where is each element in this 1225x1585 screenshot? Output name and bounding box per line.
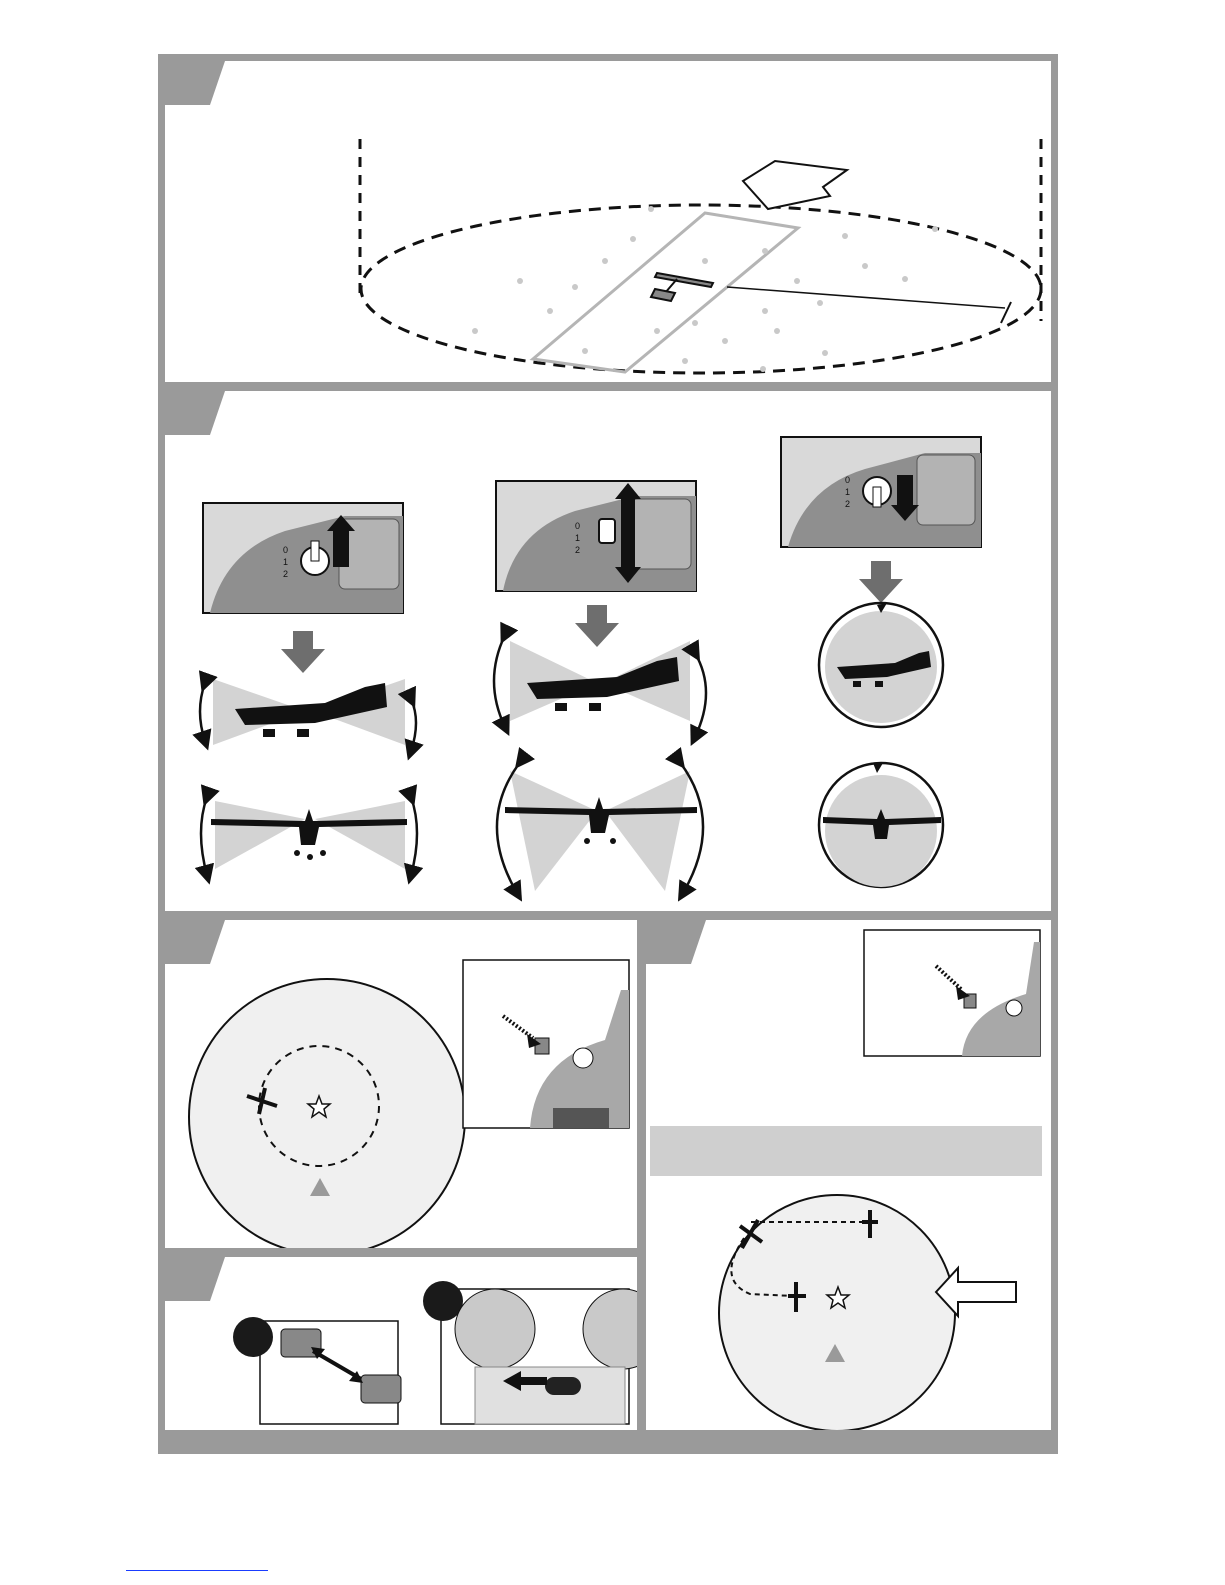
down-arrow-icon <box>281 631 325 673</box>
transmitter-icon <box>864 930 1040 1056</box>
notice-bar <box>650 1126 1042 1176</box>
flying-field-illustration <box>165 61 1051 382</box>
airplane-side-icon <box>200 679 416 751</box>
panel-return-home <box>646 920 1051 1430</box>
mode-label: 2 <box>575 545 581 555</box>
wind-arrow-icon <box>743 161 847 209</box>
airplane-icon <box>651 273 713 301</box>
airplane-side-icon <box>819 603 943 727</box>
airplane-front-icon <box>497 761 703 893</box>
panic-button-icon <box>535 1038 549 1054</box>
airplane-side-icon <box>494 635 706 737</box>
footer-link[interactable] <box>126 1570 268 1571</box>
grass-icon <box>472 206 938 372</box>
return-home-illustration <box>646 920 1051 1430</box>
panel-bind-plug <box>165 1257 637 1430</box>
airplane-front-icon <box>201 797 417 875</box>
mode-label: 1 <box>845 487 851 497</box>
mode-label: 2 <box>845 499 851 509</box>
mode-label: 1 <box>575 533 581 543</box>
flight-area-ellipse <box>361 205 1041 373</box>
mode-switch-icon <box>496 481 696 591</box>
bind-plug-illustration <box>165 1257 637 1430</box>
panic-recovery-illustration <box>165 920 637 1248</box>
airplane-front-icon <box>819 763 943 887</box>
step-badge <box>233 1317 273 1357</box>
mode-label: 0 <box>845 475 851 485</box>
mode-label: 1 <box>283 557 289 567</box>
mode-label: 0 <box>575 521 581 531</box>
mode-switch-icon <box>203 503 403 613</box>
down-arrow-icon <box>575 605 619 647</box>
panel-panic-recovery <box>165 920 637 1248</box>
flight-modes-illustration <box>165 391 1051 911</box>
mode-label: 2 <box>283 569 289 579</box>
down-arrow-icon <box>859 561 903 603</box>
mode-label: 0 <box>283 545 289 555</box>
transmitter-icon <box>463 960 629 1128</box>
panel-flying-field <box>165 61 1051 382</box>
manual-page-frame <box>158 54 1058 1454</box>
mode-switch-icon <box>781 437 981 547</box>
panel-flight-modes <box>165 391 1051 911</box>
